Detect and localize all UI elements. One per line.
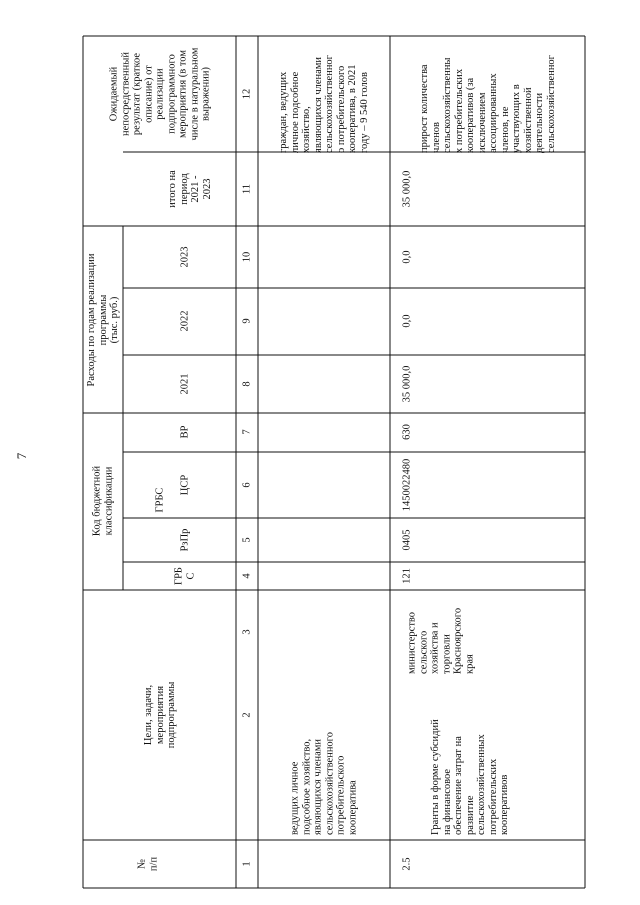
header-rzpr: РзПр [179, 528, 191, 552]
header-csr: ЦСР [179, 474, 191, 496]
header-grbs: ГРБ С [173, 567, 196, 585]
row-2-5-2023: 0,0 [401, 250, 413, 264]
row-2-5-rzpr: 0405 [401, 529, 413, 551]
row-2-5-total: 35 000,0 [401, 170, 413, 208]
row-2-5-2022: 0,0 [401, 314, 413, 328]
col-num-5: 5 [241, 537, 253, 543]
row-2-5-csr: 1450022480 [401, 458, 413, 512]
row-2-5-goals: Гранты в форме субсидий на финансовое обеспечение затрат на развитие сельскохозяйственных потребительских кооперативов [429, 719, 510, 835]
header-2022: 2022 [179, 310, 191, 332]
header-result: Ожидаемый непосредственный результат (краткое описание) от реализации подпрограммного мероприятия (в том числе в натуральном выражении) [108, 47, 212, 141]
row-2-5-grbs-name: министерство сельского хозяйства и торговли Красноярского края [406, 607, 475, 674]
col-num-3: 3 [241, 629, 253, 635]
header-vr: ВР [179, 425, 191, 439]
header-2023: 2023 [179, 246, 191, 268]
continued-result: граждан, ведущих личное подсобное хозяйство, являющихся членами сельскохозяйственног о потребительского кооператива, в 2021 году – 9 540 голов [278, 55, 370, 153]
header-2021: 2021 [179, 373, 191, 395]
header-expenses: Расходы по годам реализации программы (тыс. руб.) [85, 253, 120, 387]
row-2-5-2021: 35 000,0 [401, 365, 413, 403]
col-num-9: 9 [241, 318, 253, 324]
col-num-1: 1 [241, 861, 253, 867]
header-total: итого на период 2021 - 2023 [167, 170, 213, 208]
header-goals: Цели, задачи, мероприятия подпрограммы [142, 681, 177, 749]
header-budget-code: Код бюджетной классификации [91, 465, 114, 537]
col-num-4: 4 [241, 573, 253, 579]
page-number: 7 [14, 452, 29, 460]
col-num-8: 8 [241, 381, 253, 387]
continued-goals: ведущих личное подсобное хозяйство, являющихся членами сельскохозяйственного потребительского кооператива [289, 732, 358, 835]
col-num-7: 7 [241, 429, 253, 435]
col-num-12: 12 [241, 88, 253, 100]
header-no: № п/п [136, 856, 159, 872]
header-grbs-name: ГРБС [154, 487, 166, 513]
col-num-10: 10 [241, 251, 253, 263]
col-num-6: 6 [241, 482, 253, 488]
row-2-5-vr: 630 [401, 424, 413, 440]
row-2-5-no: 2.5 [401, 857, 413, 871]
col-num-2: 2 [241, 712, 253, 718]
row-2-5-result: прирост количества членов сельскохозяйственны х потребительских кооперативов (за исключением ассоциированных членов, не участвующих в хозяйственной деятельности сельскохозяйственног [419, 55, 557, 153]
col-num-11: 11 [241, 183, 253, 195]
row-2-5-grbs: 121 [401, 568, 413, 584]
